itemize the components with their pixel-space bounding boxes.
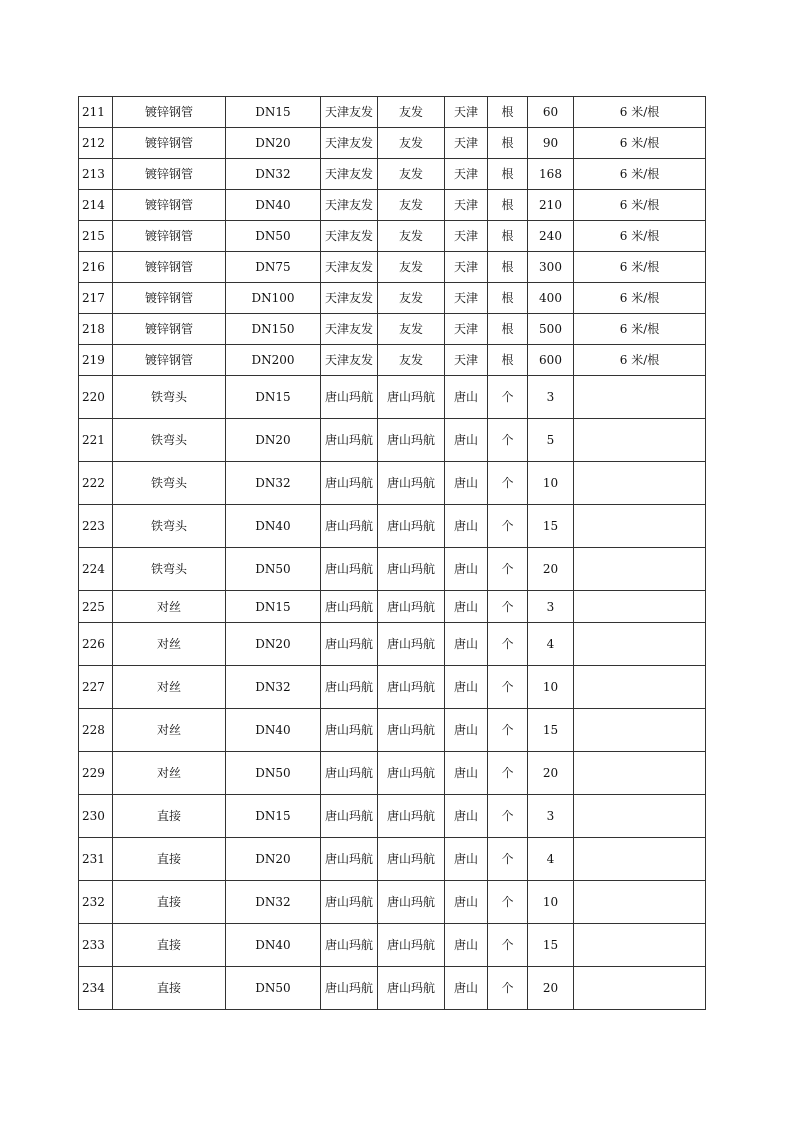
- spec-cell: DN32: [226, 881, 321, 924]
- note-cell: [574, 967, 706, 1010]
- price-cell: 600: [528, 345, 574, 376]
- unit-cell: 个: [488, 591, 528, 623]
- row-number-cell: 220: [79, 376, 113, 419]
- note-cell: [574, 505, 706, 548]
- price-cell: 500: [528, 314, 574, 345]
- manufacturer-cell: 唐山玛航: [321, 376, 378, 419]
- item-name-cell: 对丝: [113, 666, 226, 709]
- manufacturer-cell: 唐山玛航: [321, 881, 378, 924]
- brand-cell: 友发: [378, 221, 445, 252]
- spec-cell: DN15: [226, 97, 321, 128]
- table-row: [79, 221, 706, 252]
- table-row: [79, 314, 706, 345]
- note-cell: [574, 376, 706, 419]
- spec-cell: DN50: [226, 221, 321, 252]
- row-number-cell: 228: [79, 709, 113, 752]
- origin-cell: 唐山: [445, 924, 488, 967]
- table-row: [79, 623, 706, 666]
- price-cell: 240: [528, 221, 574, 252]
- row-number-cell: 216: [79, 252, 113, 283]
- spec-cell: DN40: [226, 924, 321, 967]
- row-number-cell: 214: [79, 190, 113, 221]
- unit-cell: 根: [488, 283, 528, 314]
- spec-cell: DN15: [226, 795, 321, 838]
- brand-cell: 唐山玛航: [378, 623, 445, 666]
- unit-cell: 个: [488, 881, 528, 924]
- item-name-cell: 对丝: [113, 591, 226, 623]
- manufacturer-cell: 唐山玛航: [321, 666, 378, 709]
- note-cell: [574, 924, 706, 967]
- price-cell: 20: [528, 752, 574, 795]
- origin-cell: 天津: [445, 221, 488, 252]
- row-number-cell: 212: [79, 128, 113, 159]
- unit-cell: 个: [488, 623, 528, 666]
- brand-cell: 唐山玛航: [378, 881, 445, 924]
- price-cell: 15: [528, 505, 574, 548]
- table-row: [79, 376, 706, 419]
- price-cell: 3: [528, 795, 574, 838]
- row-number-cell: 211: [79, 97, 113, 128]
- brand-cell: 友发: [378, 97, 445, 128]
- row-number-cell: 218: [79, 314, 113, 345]
- brand-cell: 友发: [378, 128, 445, 159]
- table-row: [79, 505, 706, 548]
- note-cell: [574, 881, 706, 924]
- table-row: [79, 128, 706, 159]
- unit-cell: 个: [488, 924, 528, 967]
- item-name-cell: 镀锌钢管: [113, 283, 226, 314]
- brand-cell: 唐山玛航: [378, 505, 445, 548]
- origin-cell: 天津: [445, 345, 488, 376]
- item-name-cell: 对丝: [113, 752, 226, 795]
- brand-cell: 友发: [378, 283, 445, 314]
- brand-cell: 友发: [378, 159, 445, 190]
- item-name-cell: 直接: [113, 795, 226, 838]
- origin-cell: 唐山: [445, 838, 488, 881]
- spec-cell: DN200: [226, 345, 321, 376]
- manufacturer-cell: 天津友发: [321, 283, 378, 314]
- unit-cell: 个: [488, 419, 528, 462]
- origin-cell: 唐山: [445, 376, 488, 419]
- row-number-cell: 223: [79, 505, 113, 548]
- origin-cell: 唐山: [445, 967, 488, 1010]
- manufacturer-cell: 唐山玛航: [321, 505, 378, 548]
- item-name-cell: 铁弯头: [113, 376, 226, 419]
- manufacturer-cell: 唐山玛航: [321, 752, 378, 795]
- price-cell: 5: [528, 419, 574, 462]
- origin-cell: 唐山: [445, 795, 488, 838]
- item-name-cell: 直接: [113, 967, 226, 1010]
- note-cell: 6 米/根: [574, 128, 706, 159]
- note-cell: 6 米/根: [574, 252, 706, 283]
- origin-cell: 唐山: [445, 752, 488, 795]
- spec-cell: DN100: [226, 283, 321, 314]
- unit-cell: 个: [488, 838, 528, 881]
- note-cell: [574, 752, 706, 795]
- table-body: [79, 97, 706, 1010]
- row-number-cell: 215: [79, 221, 113, 252]
- row-number-cell: 229: [79, 752, 113, 795]
- price-cell: 15: [528, 924, 574, 967]
- spec-cell: DN50: [226, 967, 321, 1010]
- unit-cell: 根: [488, 97, 528, 128]
- manufacturer-cell: 天津友发: [321, 345, 378, 376]
- note-cell: [574, 591, 706, 623]
- spec-cell: DN20: [226, 623, 321, 666]
- price-cell: 10: [528, 666, 574, 709]
- note-cell: [574, 623, 706, 666]
- origin-cell: 唐山: [445, 505, 488, 548]
- row-number-cell: 226: [79, 623, 113, 666]
- row-number-cell: 217: [79, 283, 113, 314]
- manufacturer-cell: 天津友发: [321, 221, 378, 252]
- brand-cell: 友发: [378, 190, 445, 221]
- table-row: [79, 709, 706, 752]
- spec-cell: DN20: [226, 838, 321, 881]
- origin-cell: 天津: [445, 159, 488, 190]
- unit-cell: 根: [488, 190, 528, 221]
- unit-cell: 个: [488, 462, 528, 505]
- note-cell: 6 米/根: [574, 283, 706, 314]
- price-cell: 300: [528, 252, 574, 283]
- origin-cell: 唐山: [445, 666, 488, 709]
- note-cell: 6 米/根: [574, 314, 706, 345]
- item-name-cell: 镀锌钢管: [113, 97, 226, 128]
- price-cell: 10: [528, 462, 574, 505]
- unit-cell: 根: [488, 128, 528, 159]
- row-number-cell: 224: [79, 548, 113, 591]
- item-name-cell: 铁弯头: [113, 505, 226, 548]
- table-row: [79, 159, 706, 190]
- brand-cell: 友发: [378, 345, 445, 376]
- unit-cell: 个: [488, 666, 528, 709]
- table-row: [79, 967, 706, 1010]
- manufacturer-cell: 唐山玛航: [321, 623, 378, 666]
- row-number-cell: 233: [79, 924, 113, 967]
- price-cell: 90: [528, 128, 574, 159]
- unit-cell: 个: [488, 376, 528, 419]
- table-row: [79, 795, 706, 838]
- unit-cell: 根: [488, 221, 528, 252]
- note-cell: [574, 462, 706, 505]
- unit-cell: 个: [488, 967, 528, 1010]
- brand-cell: 唐山玛航: [378, 462, 445, 505]
- origin-cell: 天津: [445, 128, 488, 159]
- note-cell: [574, 838, 706, 881]
- brand-cell: 唐山玛航: [378, 666, 445, 709]
- origin-cell: 唐山: [445, 591, 488, 623]
- manufacturer-cell: 唐山玛航: [321, 924, 378, 967]
- origin-cell: 唐山: [445, 548, 488, 591]
- spec-cell: DN40: [226, 190, 321, 221]
- row-number-cell: 225: [79, 591, 113, 623]
- item-name-cell: 直接: [113, 838, 226, 881]
- brand-cell: 唐山玛航: [378, 967, 445, 1010]
- manufacturer-cell: 唐山玛航: [321, 795, 378, 838]
- row-number-cell: 232: [79, 881, 113, 924]
- unit-cell: 个: [488, 795, 528, 838]
- row-number-cell: 230: [79, 795, 113, 838]
- spec-cell: DN20: [226, 128, 321, 159]
- note-cell: 6 米/根: [574, 159, 706, 190]
- price-table: [78, 96, 706, 1010]
- item-name-cell: 铁弯头: [113, 548, 226, 591]
- note-cell: 6 米/根: [574, 97, 706, 128]
- origin-cell: 唐山: [445, 419, 488, 462]
- unit-cell: 根: [488, 159, 528, 190]
- item-name-cell: 直接: [113, 924, 226, 967]
- unit-cell: 个: [488, 752, 528, 795]
- origin-cell: 天津: [445, 314, 488, 345]
- brand-cell: 唐山玛航: [378, 795, 445, 838]
- manufacturer-cell: 天津友发: [321, 252, 378, 283]
- price-cell: 60: [528, 97, 574, 128]
- spec-cell: DN150: [226, 314, 321, 345]
- spec-cell: DN40: [226, 709, 321, 752]
- spec-cell: DN40: [226, 505, 321, 548]
- table-row: [79, 252, 706, 283]
- origin-cell: 唐山: [445, 462, 488, 505]
- note-cell: 6 米/根: [574, 221, 706, 252]
- item-name-cell: 镀锌钢管: [113, 345, 226, 376]
- spec-cell: DN15: [226, 376, 321, 419]
- manufacturer-cell: 唐山玛航: [321, 548, 378, 591]
- note-cell: [574, 709, 706, 752]
- price-cell: 20: [528, 967, 574, 1010]
- table-row: [79, 591, 706, 623]
- price-cell: 210: [528, 190, 574, 221]
- brand-cell: 唐山玛航: [378, 376, 445, 419]
- brand-cell: 唐山玛航: [378, 752, 445, 795]
- table-row: [79, 190, 706, 221]
- note-cell: [574, 548, 706, 591]
- manufacturer-cell: 唐山玛航: [321, 709, 378, 752]
- table-row: [79, 419, 706, 462]
- manufacturer-cell: 天津友发: [321, 159, 378, 190]
- item-name-cell: 镀锌钢管: [113, 252, 226, 283]
- table-row: [79, 345, 706, 376]
- spec-cell: DN32: [226, 159, 321, 190]
- price-cell: 4: [528, 623, 574, 666]
- manufacturer-cell: 唐山玛航: [321, 419, 378, 462]
- row-number-cell: 213: [79, 159, 113, 190]
- brand-cell: 唐山玛航: [378, 709, 445, 752]
- origin-cell: 天津: [445, 190, 488, 221]
- manufacturer-cell: 唐山玛航: [321, 591, 378, 623]
- item-name-cell: 直接: [113, 881, 226, 924]
- brand-cell: 唐山玛航: [378, 548, 445, 591]
- brand-cell: 友发: [378, 252, 445, 283]
- table-row: [79, 462, 706, 505]
- table-row: [79, 97, 706, 128]
- spec-cell: DN20: [226, 419, 321, 462]
- table-row: [79, 881, 706, 924]
- table-row: [79, 283, 706, 314]
- origin-cell: 唐山: [445, 709, 488, 752]
- manufacturer-cell: 天津友发: [321, 190, 378, 221]
- item-name-cell: 镀锌钢管: [113, 314, 226, 345]
- table-row: [79, 666, 706, 709]
- row-number-cell: 222: [79, 462, 113, 505]
- spec-cell: DN32: [226, 666, 321, 709]
- table-row: [79, 838, 706, 881]
- table-row: [79, 548, 706, 591]
- row-number-cell: 234: [79, 967, 113, 1010]
- row-number-cell: 227: [79, 666, 113, 709]
- brand-cell: 唐山玛航: [378, 419, 445, 462]
- manufacturer-cell: 天津友发: [321, 97, 378, 128]
- price-cell: 168: [528, 159, 574, 190]
- brand-cell: 唐山玛航: [378, 591, 445, 623]
- unit-cell: 根: [488, 345, 528, 376]
- note-cell: [574, 419, 706, 462]
- note-cell: [574, 795, 706, 838]
- note-cell: [574, 666, 706, 709]
- origin-cell: 天津: [445, 252, 488, 283]
- manufacturer-cell: 唐山玛航: [321, 462, 378, 505]
- unit-cell: 根: [488, 314, 528, 345]
- item-name-cell: 铁弯头: [113, 419, 226, 462]
- spec-cell: DN32: [226, 462, 321, 505]
- spec-cell: DN50: [226, 752, 321, 795]
- manufacturer-cell: 唐山玛航: [321, 838, 378, 881]
- item-name-cell: 对丝: [113, 709, 226, 752]
- item-name-cell: 镀锌钢管: [113, 128, 226, 159]
- unit-cell: 根: [488, 252, 528, 283]
- item-name-cell: 镀锌钢管: [113, 190, 226, 221]
- price-cell: 10: [528, 881, 574, 924]
- unit-cell: 个: [488, 709, 528, 752]
- spec-cell: DN75: [226, 252, 321, 283]
- origin-cell: 天津: [445, 97, 488, 128]
- item-name-cell: 铁弯头: [113, 462, 226, 505]
- note-cell: 6 米/根: [574, 190, 706, 221]
- row-number-cell: 219: [79, 345, 113, 376]
- manufacturer-cell: 天津友发: [321, 314, 378, 345]
- spec-cell: DN15: [226, 591, 321, 623]
- spec-cell: DN50: [226, 548, 321, 591]
- item-name-cell: 镀锌钢管: [113, 159, 226, 190]
- table-row: [79, 752, 706, 795]
- manufacturer-cell: 唐山玛航: [321, 967, 378, 1010]
- unit-cell: 个: [488, 548, 528, 591]
- origin-cell: 唐山: [445, 881, 488, 924]
- row-number-cell: 221: [79, 419, 113, 462]
- item-name-cell: 镀锌钢管: [113, 221, 226, 252]
- unit-cell: 个: [488, 505, 528, 548]
- brand-cell: 唐山玛航: [378, 838, 445, 881]
- brand-cell: 友发: [378, 314, 445, 345]
- table-row: [79, 924, 706, 967]
- price-cell: 20: [528, 548, 574, 591]
- price-cell: 400: [528, 283, 574, 314]
- price-cell: 4: [528, 838, 574, 881]
- brand-cell: 唐山玛航: [378, 924, 445, 967]
- price-cell: 3: [528, 376, 574, 419]
- origin-cell: 天津: [445, 283, 488, 314]
- item-name-cell: 对丝: [113, 623, 226, 666]
- row-number-cell: 231: [79, 838, 113, 881]
- price-cell: 3: [528, 591, 574, 623]
- manufacturer-cell: 天津友发: [321, 128, 378, 159]
- note-cell: 6 米/根: [574, 345, 706, 376]
- price-cell: 15: [528, 709, 574, 752]
- origin-cell: 唐山: [445, 623, 488, 666]
